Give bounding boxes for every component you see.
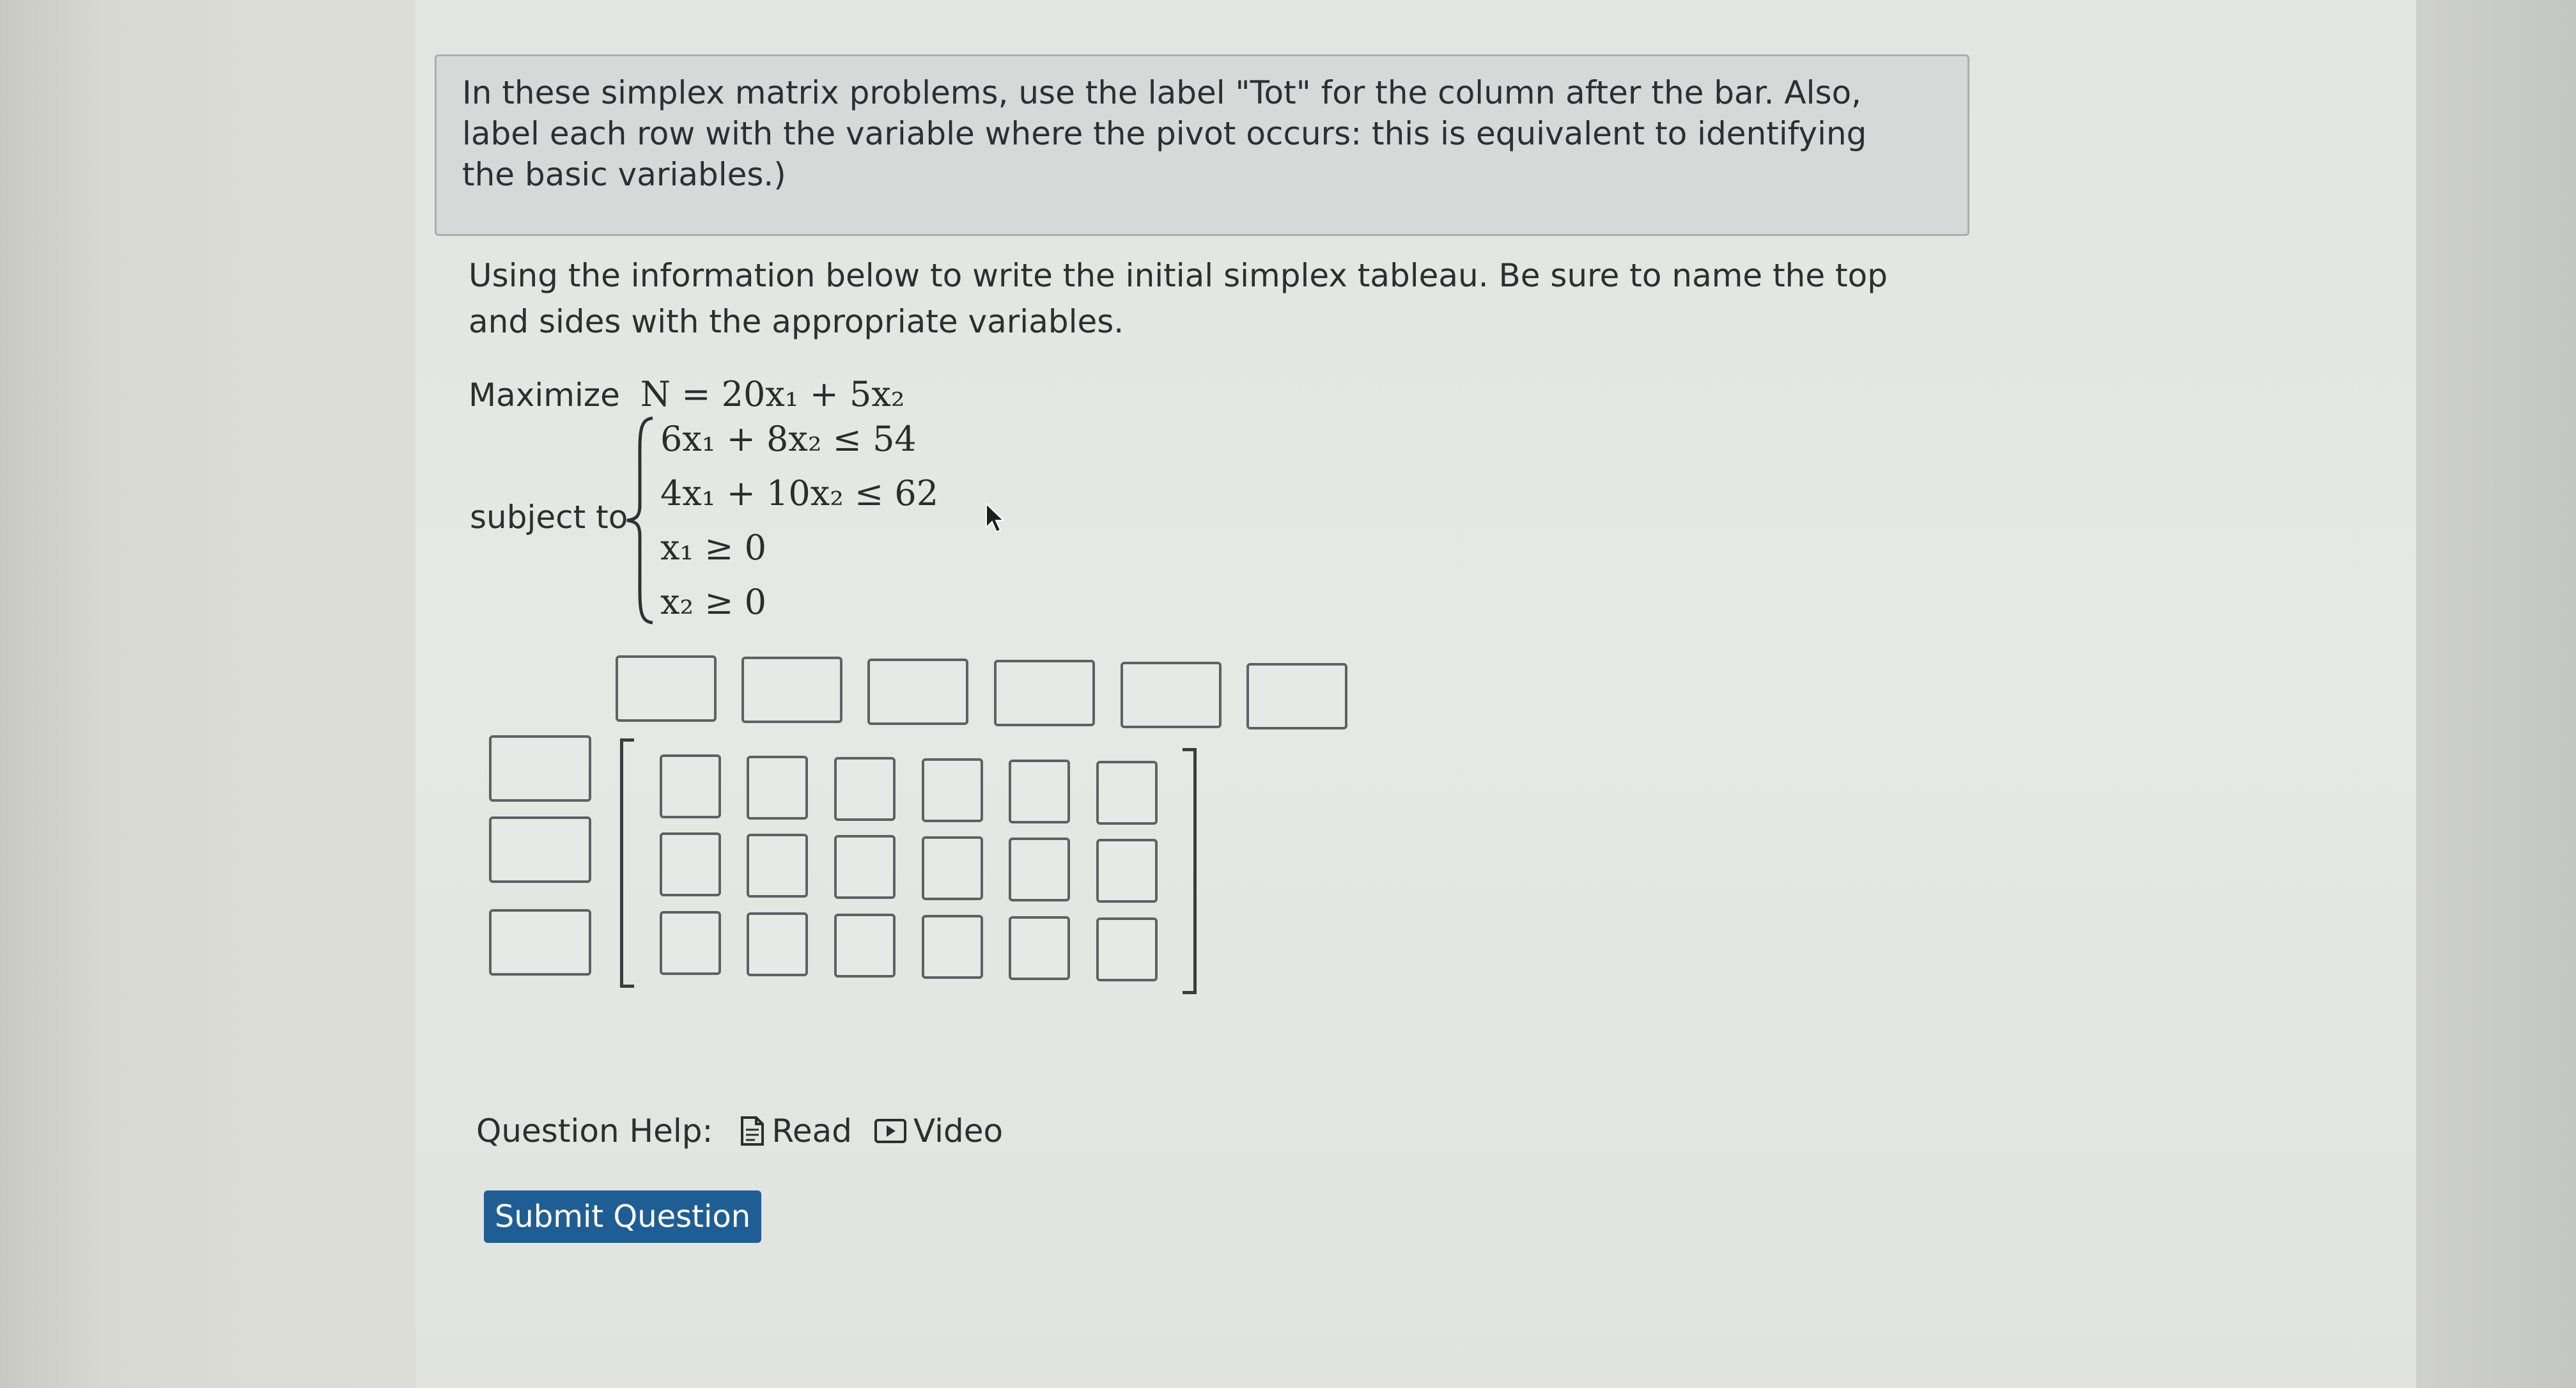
video-link[interactable] [874,1112,1003,1150]
constraint-2: 4x₁ + 10x₂ ≤ 62 [660,473,939,513]
matrix-cell-r3-c2[interactable] [747,912,808,976]
row-label-input-3[interactable] [489,909,591,976]
matrix-cell-r2-c6[interactable] [1096,839,1158,903]
column-header-input-6[interactable] [1246,663,1347,729]
video-link-label[interactable]: Video [913,1112,1004,1150]
notice-text: In these simplex matrix problems, use the label "Tot" for the column after the bar. Also, label each row with the variable where the pivot occurs: this is equivalent to identifying the basic variables.) [462,74,1867,193]
matrix-cell-r1-c2[interactable] [747,756,808,820]
notice-box [435,54,1969,236]
matrix-cell-r3-c5[interactable] [1009,916,1070,980]
question-help-label: Question Help: [476,1112,713,1150]
maximize-label: Maximize [469,377,620,414]
matrix-cell-r3-c6[interactable] [1096,917,1158,981]
matrix-cell-r2-c2[interactable] [747,834,808,898]
matrix-right-bracket [1183,748,1197,994]
matrix-cell-r3-c3[interactable] [834,914,896,978]
matrix-cell-r1-c1[interactable] [660,754,721,818]
document-icon [740,1116,765,1146]
matrix-left-bracket [620,738,634,988]
matrix-cell-r2-c4[interactable] [922,836,983,900]
objective-line [469,374,904,414]
read-link[interactable] [740,1112,852,1150]
objective-function: N = 20x₁ + 5x₂ [640,374,905,414]
subject-to-label: subject to [470,499,628,536]
matrix-cell-r2-c5[interactable] [1009,838,1070,901]
matrix-cell-r3-c1[interactable] [660,911,721,975]
constraint-1: 6x₁ + 8x₂ ≤ 54 [660,419,917,459]
matrix-cell-r1-c5[interactable] [1009,760,1070,823]
question-instructions: Using the information below to write the initial simplex tableau. Be sure to name the top and sides with the appropriate variables. [469,257,1888,340]
column-header-input-4[interactable] [994,660,1095,726]
play-icon [874,1118,907,1144]
matrix-cell-r1-c6[interactable] [1096,761,1158,825]
constraint-3: x₁ ≥ 0 [660,527,767,568]
column-header-input-1[interactable] [616,655,717,722]
submit-question-button[interactable]: Submit Question [484,1190,761,1243]
matrix-cell-r2-c3[interactable] [834,835,896,899]
constraint-brace [623,416,656,625]
constraint-4: x₂ ≥ 0 [660,582,767,622]
row-label-input-2[interactable] [489,816,591,883]
question-help [476,1112,1003,1150]
matrix-cell-r3-c4[interactable] [922,915,983,979]
matrix-cell-r2-c1[interactable] [660,832,721,896]
column-header-input-2[interactable] [741,657,842,723]
row-label-input-1[interactable] [489,735,591,802]
column-header-input-3[interactable] [867,659,968,725]
column-header-input-5[interactable] [1121,662,1222,728]
matrix-cell-r1-c3[interactable] [834,757,896,821]
read-link-label[interactable]: Read [772,1112,853,1150]
matrix-cell-r1-c4[interactable] [922,758,983,822]
mouse-cursor-icon [984,502,1007,535]
